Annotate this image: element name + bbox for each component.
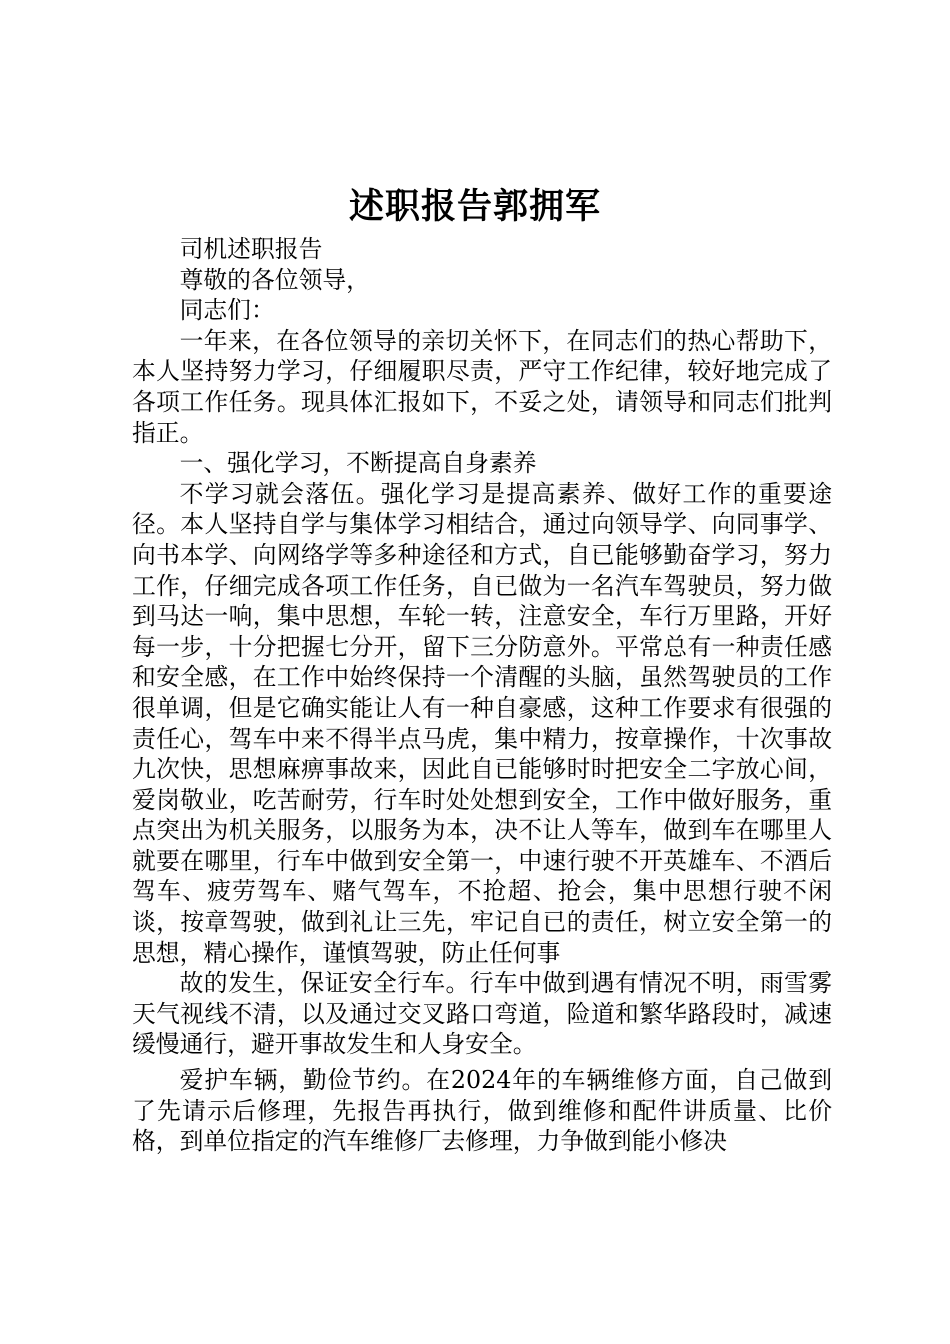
paragraph-intro: 一年来，在各位领导的亲切关怀下，在同志们的热心帮助下，本人坚持努力学习，仔细履职尽责，严守工作纪律，较好地完成了各项工作任务。现具体汇报如下，不妥之处，请领导和同志们批判指正。 [132,326,832,447]
paragraph-salutation-comrades: 同志们： [179,296,275,325]
paragraph-subtitle: 司机述职报告 [179,235,323,263]
paragraph-safety: 故的发生，保证安全行车。行车中做到遇有情况不明，雨雪雾天气视线不清，以及通过交叉路口弯道，险道和繁华路段时，减速缓慢通行，避开事故发生和人身安全。 [132,969,832,1059]
document-title: 述职报告郭拥军 [348,186,601,227]
section-heading-1: 一、强化学习，不断提高自身素养 [179,449,537,478]
document-body [132,234,832,1157]
paragraph-vehicle-care: 爱护车辆，勤俭节约。在2024年的车辆维修方面，自己做到了先请示后修理，先报告再执行，做到维修和配件讲质量、比价格，到单位指定的汽车维修厂去修理，力争做到能小修决 [132,1066,832,1156]
paragraph-study: 不学习就会落伍。强化学习是提高素养、做好工作的重要途径。本人坚持自学与集体学习相结合，通过向领导学、向同事学、向书本学、向网络学等多种途径和方式，自已能够勤奋学习，努力工作，仔细完成各项工作任务，自已做为一名汽车驾驶员，努力做到马达一响，集中思想，车轮一转，注意安全，车行万里路，开好每一步，十分把握七分开，留下三分防意外。平常总有一种责任感和安全感，在工作中始终保持一个清醒的头脑，虽然驾驶员的工作很单调，但是它确实能让人有一种自豪感，这种工作要求有很强的责任心，驾车中来不得半点马虎，集中精力，按章操作，十次事故九次快，思想麻痹事故来，因此自已能够时时把安全二字放心间，爱岗敬业，吃苦耐劳，行车时处处想到安全，工作中做好服务，重点突出为机关服务，以服务为本，决不让人等车，做到车在哪里人就要在哪里，行车中做到安全第一，中速行驶不开英雄车、不酒后驾车、疲劳驾车、赌气驾车，不抢超、抢会，集中思想行驶不闲谈，按章驾驶，做到礼让三先，牢记自已的责任，树立安全第一的思想，精心操作，谨慎驾驶，防止任何事 [132,479,832,967]
paragraph-salutation: 尊敬的各位领导， [179,265,370,294]
